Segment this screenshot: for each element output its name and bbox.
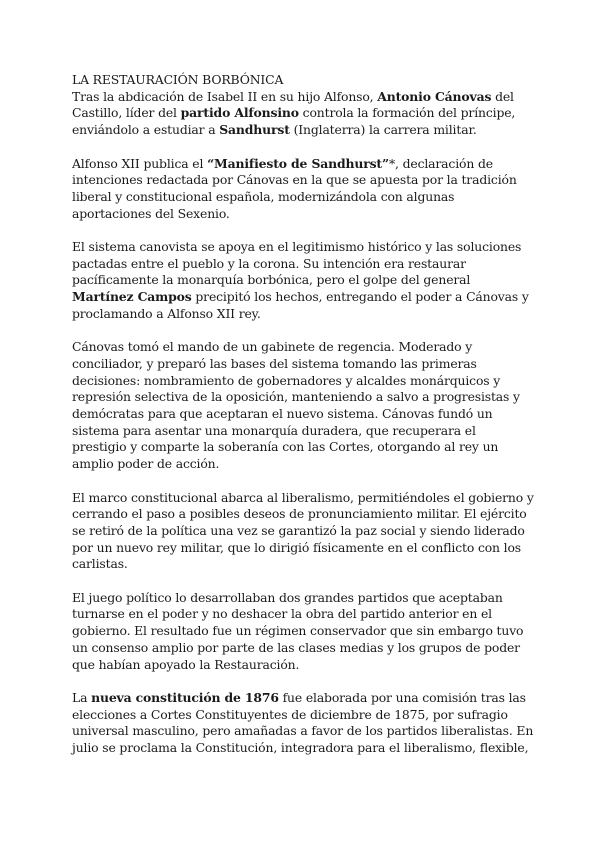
- text-run: La: [72, 689, 92, 705]
- text-run: El marco constitucional abarca al liberalismo, permitiéndoles el gobierno y cerrando el paso a posibles deseos de pronunciamiento militar. El ejército se retiró de la política una vez se garantizó la paz social y siendo liderado por un nuevo rey militar, que lo dirigió físicamente en el conflicto con los carlistas.: [72, 489, 534, 572]
- text-run: *, declaración de intenciones redactada por Cánovas en la que se apuesta por la tradición liberal y constitucional española, modernizándola con algunas aportaciones del Sexenio.: [72, 155, 517, 221]
- text-run: Tras la abdicación de Isabel II en su hijo Alfonso,: [72, 88, 378, 104]
- text-run: del Castillo, líder del: [72, 88, 514, 121]
- bold-text: Antonio Cánovas: [377, 88, 492, 104]
- text-run: El juego político lo desarrollaban dos grandes partidos que aceptaban turnarse en el poder y no deshacer la obra del partido anterior en el gobierno. El resultado fue un régimen conservador que sin embargo tuvo un consenso amplio por parte de las clases medias y los grupos de poder que habían apoyado la Restauración.: [72, 589, 524, 672]
- text-run: fue elaborada por una comisión tras las elecciones a Cortes Constituyentes de diciembre de 1875, por sufragio universal masculino, pero amañadas a favor de los partidos liberalistas. En julio se proclama la Constitución, integradora para el liberalismo, flexible,: [72, 689, 534, 756]
- bold-text: Sandhurst: [219, 122, 290, 138]
- text-run: precipitó los hechos, entregando el poder a Cánovas y proclamando a Alfonso XII rey.: [72, 289, 529, 321]
- paragraph: [72, 89, 534, 139]
- bold-text: “Manifiesto de Sandhurst”: [207, 155, 389, 171]
- paragraph: [72, 490, 534, 574]
- document-title: LA RESTAURACIÓN BORBÓNICA: [72, 72, 284, 87]
- paragraph-list: [72, 89, 534, 757]
- bold-text: partido Alfonsino: [180, 105, 299, 121]
- text-run: El sistema canovista se apoya en el legitimismo histórico y las soluciones pactadas entre el pueblo y la corona. Su intención era restaurar pacíficamente la monarquía borbónica, pero el golpe del general: [72, 239, 522, 288]
- text-run: controla la formación del príncipe, enviándolo a estudiar a: [72, 105, 516, 138]
- paragraph: [72, 239, 534, 323]
- text-run: Cánovas tomó el mando de un gabinete de regencia. Moderado y conciliador, y preparó las bases del sistema tomando las primeras decisiones: nombramiento de gobernadores y alcaldes monárquicos y represión selectiva de la oposición, manteniendo a salvo a progresistas y demócratas para que aceptaran el nuevo sistema. Cánovas fundó un sistema para asentar una monarquía duradera, que recuperara el prestigio y comparte la soberanía con las Cortes, otorgando al rey un amplio poder de acción.: [72, 339, 520, 472]
- text-run: (Inglaterra) la carrera militar.: [289, 122, 477, 138]
- bold-text: Martínez Campos: [72, 289, 192, 305]
- bold-text: nueva constitución de 1876: [91, 689, 279, 705]
- paragraph: [72, 339, 534, 473]
- paragraph: [72, 156, 534, 223]
- document-body: [72, 72, 534, 773]
- text-run: Alfonso XII publica el: [72, 155, 208, 171]
- paragraph: [72, 590, 534, 674]
- paragraph: [72, 690, 534, 757]
